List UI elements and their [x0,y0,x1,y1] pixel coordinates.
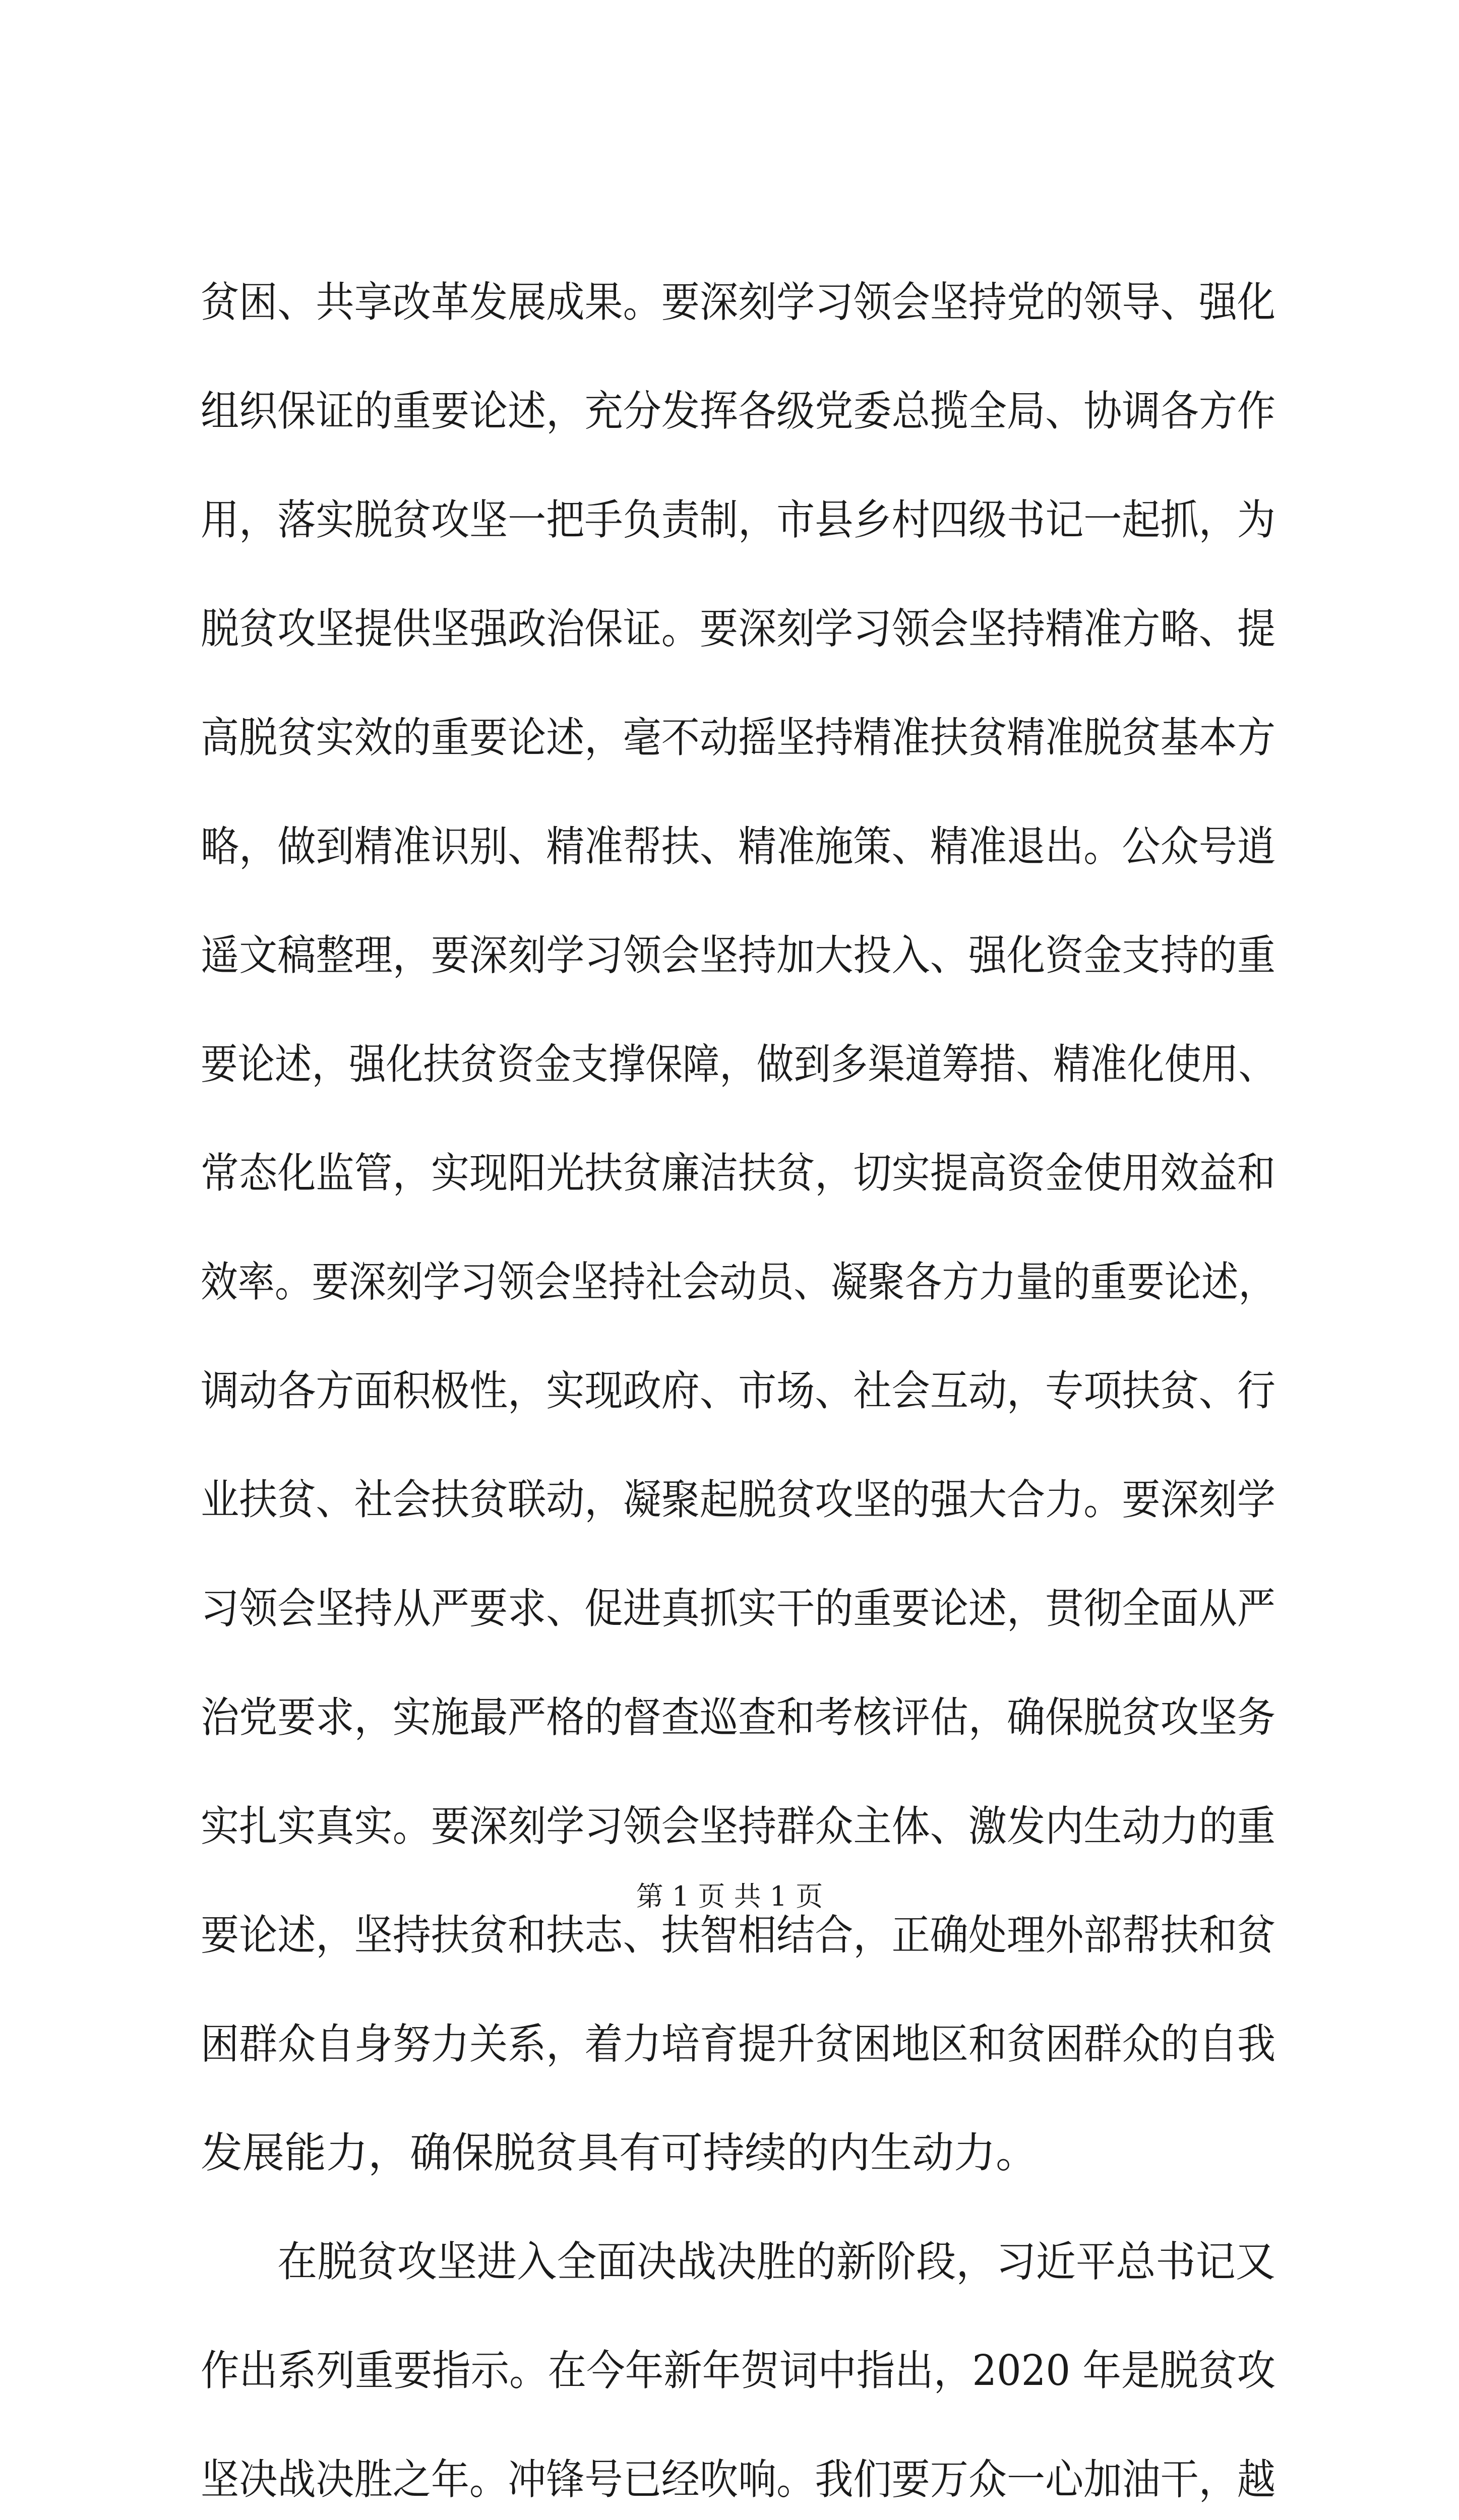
text-line [201,1228,1275,1337]
text-line [201,2099,1275,2208]
page-footer: 第 1 页 共 1 页 [636,1880,823,1912]
text-line-content: 困群众自身努力关系，着力培育提升贫困地区和贫困群众的自我 [201,2020,1275,2068]
text-line-content: 略，做到精准识别、精准帮扶、精准施策、精准退出。公众号逍 [201,822,1275,871]
text-line-content: 高脱贫实效的重要论述，毫不动摇坚持精准扶贫精准脱贫基本方 [201,713,1275,762]
text-line-content: 业扶贫、社会扶贫联动，凝聚起脱贫攻坚的强大合力。要深刻学 [201,1475,1275,1524]
text-line-content: 贫困、共享改革发展成果。要深刻学习领会坚持党的领导、强化 [201,278,1275,327]
text-line-content: 调动各方面积极性，实现政府、市场、社会互动，专项扶贫、行 [201,1366,1275,1415]
text-line-content: 发展能力，确保脱贫具有可持续的内生动力。 [201,2128,1038,2177]
text-line-content: 坚决战决胜之年。冲锋号已经吹响。我们要万众一心加油干，越 [201,2455,1275,2504]
text-line [201,1990,1275,2099]
text-line [201,2316,1275,2425]
text-line [201,1010,1275,1119]
text-line [201,1663,1275,1772]
text-line [201,1772,1275,1881]
text-line-content: 习领会坚持从严要求、促进真抓实干的重要论述，贯彻全面从严 [201,1584,1275,1633]
text-line-content: 常态化监管，实现阳光扶贫廉洁扶贫，切实提高资金使用效益和 [201,1149,1275,1198]
text-line [201,1119,1275,1228]
text-line-content: 要论述，坚持扶贫和扶志、扶智相结合，正确处理外部帮扶和贫 [201,1911,1275,1960]
text-line [201,1445,1275,1554]
text-line-content: 用，落实脱贫攻坚一把手负责制，市县乡村四级书记一起抓，为 [201,495,1275,544]
text-line [201,792,1275,901]
paragraph-first-line [201,2208,1275,2316]
text-line-content: 作出系列重要指示。在今年新年贺词中指出，2020 年是脱贫攻 [201,2346,1275,2395]
text-line [201,357,1275,466]
document-body [201,248,1275,2520]
text-line-content: 在脱贫攻坚进入全面决战决胜的新阶段，习近平总书记又 [277,2237,1275,2286]
text-line [201,466,1275,575]
text-line [201,248,1275,357]
text-line-content: 组织保证的重要论述，充分发挥各级党委总揽全局、协调各方作 [201,387,1275,435]
text-line [201,1337,1275,1445]
text-line [201,1554,1275,1663]
text-line-content: 实扎实真实。要深刻学习领会坚持群众主体、激发内生动力的重 [201,1802,1275,1851]
text-line [201,901,1275,1010]
text-line-content: 效率。要深刻学习领会坚持社会动员、凝聚各方力量的重要论述， [201,1257,1275,1306]
text-line-content: 脱贫攻坚提供坚强政治保证。要深刻学习领会坚持精准方略、提 [201,604,1275,653]
text-line [201,683,1275,792]
text-line [201,575,1275,683]
text-line [201,2425,1275,2520]
text-line-content: 遥文稿整理，要深刻学习领会坚持加大投入、强化资金支持的重 [201,931,1275,980]
text-line-content: 治党要求，实施最严格的督查巡查和考核评估，确保脱贫攻坚务 [201,1693,1275,1742]
text-line-content: 要论述，强化扶贫资金支撑保障，做到多渠道筹措、精准化使用、 [201,1040,1275,1089]
